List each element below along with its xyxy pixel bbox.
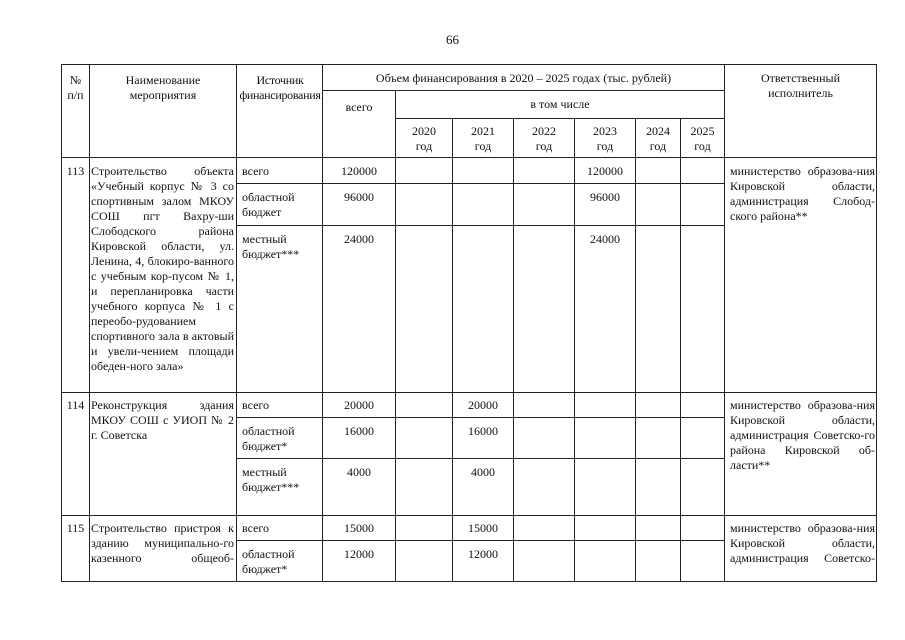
row-114-total-local: 4000 xyxy=(347,465,371,479)
header-name: Наименование мероприятия xyxy=(125,73,201,102)
header-year-2023: 2023 год xyxy=(593,124,617,153)
row-115-2021-regional: 12000 xyxy=(468,547,498,561)
header-executor: Ответственный исполнитель xyxy=(760,71,841,100)
page-number: 66 xyxy=(446,32,459,47)
header-number: № п/п xyxy=(67,73,84,102)
header-volume: Объем финансирования в 2020 – 2025 годах (тыс. рублей) xyxy=(375,71,672,85)
row-113-2023-total: 120000 xyxy=(587,164,623,178)
header-year-2022: 2022 год xyxy=(532,124,556,153)
header-source: Источник финансирования xyxy=(239,73,321,102)
row-115-executor: министерство образова-ния Кировской области, администрация Советско- xyxy=(730,521,875,565)
row-114-source-total: всего xyxy=(242,398,270,412)
header-including: в том числе xyxy=(530,97,590,111)
header-total: всего xyxy=(345,100,373,114)
row-113-2023-local: 24000 xyxy=(590,232,620,246)
row-114-executor: министерство образова-ния Кировской области, администрация Советско-го района Кировской об-ласти** xyxy=(730,398,875,472)
row-114-source-regional: областной бюджет* xyxy=(242,424,295,453)
header-year-2024: 2024 год xyxy=(646,124,670,153)
row-114-number: 114 xyxy=(66,398,85,412)
row-113-total-local: 24000 xyxy=(344,232,374,246)
row-114-2021-regional: 16000 xyxy=(468,424,498,438)
header-year-2021: 2021 год xyxy=(471,124,495,153)
row-113-name: Строительство объекта «Учебный корпус № 3 со спортивным залом МКОУ СОШ пгт Вахру-ши Слободского района Кировской области, ул. Ленина, 4, блокиро-ванного с учебным кор-пусом № 1, и перепланировка части учебного корпуса № 1 с переобо-рудованием спортивного зала в актовый и увели-чением площади обеден-ного зала» xyxy=(91,164,234,373)
row-113-number: 113 xyxy=(66,164,85,178)
header-year-2025: 2025 год xyxy=(690,124,715,153)
row-115-total-regional: 12000 xyxy=(344,547,374,561)
row-114-total-regional: 16000 xyxy=(344,424,374,438)
row-113-source-regional: областной бюджет xyxy=(242,190,295,219)
row-115-source-total: всего xyxy=(242,521,270,535)
row-114-2021-total: 20000 xyxy=(468,398,498,412)
row-114-source-local: местный бюджет*** xyxy=(242,465,300,494)
row-115-number: 115 xyxy=(66,521,85,535)
header-year-2020: 2020 год xyxy=(412,124,436,153)
row-114-name: Реконструкция здания МКОУ СОШ с УИОП № 2 г. Советска xyxy=(91,398,234,442)
row-113-total-regional: 96000 xyxy=(344,190,374,204)
row-113-2023-regional: 96000 xyxy=(590,190,620,204)
row-115-2021-total: 15000 xyxy=(468,521,498,535)
row-114-2021-local: 4000 xyxy=(471,465,495,479)
row-114-total-total: 20000 xyxy=(344,398,374,412)
row-113-source-local: местный бюджет*** xyxy=(242,232,300,261)
row-113-total-total: 120000 xyxy=(341,164,377,178)
row-113-source-total: всего xyxy=(242,164,270,178)
row-115-total-total: 15000 xyxy=(344,521,374,535)
row-115-source-regional: областной бюджет* xyxy=(242,547,295,576)
row-113-executor: министерство образова-ния Кировской области, администрация Слобод-ского района** xyxy=(730,164,875,223)
row-115-name: Строительство пристроя к зданию муниципально-го казенного общеоб- xyxy=(91,521,234,565)
